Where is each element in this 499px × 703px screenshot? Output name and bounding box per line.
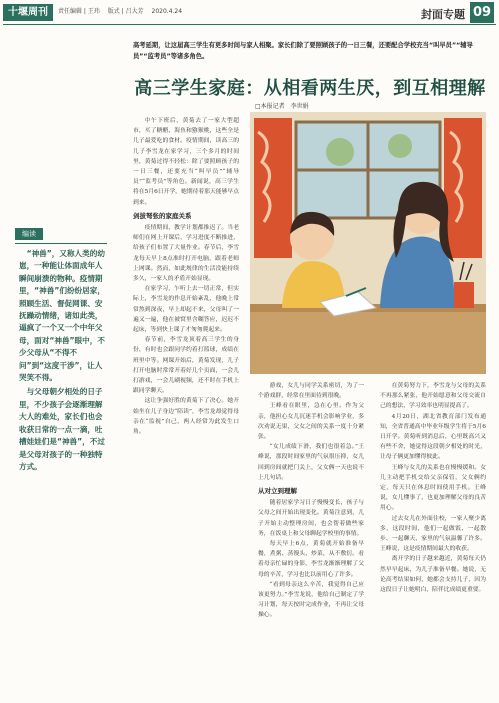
section-title: 封面专题 [421, 8, 465, 21]
page-number: 09 [470, 2, 494, 23]
byline-author: □本报记者 李世娟 [255, 103, 309, 110]
article-headline: 高三学生家庭：从相看两生厌，到互相理解 [134, 78, 486, 99]
article-paragraph: 随着居家学习日子慢慢变长，孩子与父母之间开始出现变化。黄菊注意到，儿子开始主动整理房间，也会帮着做些家务，在饭桌上和父母聊起学校里的事情。 [258, 500, 364, 537]
editor-sidebar [15, 228, 107, 493]
header-meta [58, 6, 188, 15]
article-paragraph: 4月20日，湖北省教育部门发布通知，全省普通高中毕业年级学生将于5月6日开学。黄菊听到消息后，心里既高兴又有些不舍，她觉得这段朝夕相处的时光，让母子俩更加懂得彼此。 [380, 413, 486, 461]
article-paragraph: 王峰看在眼里，急在心里。作为父亲，他担心女儿沉迷手机会影响学业，多次劝说无果，父女之间的关系一度十分紧张。 [258, 403, 364, 441]
sidebar-rule [15, 243, 107, 244]
article-paragraph: 中午下班后，黄菊去了一家大型超市，买了糖醋、海鱼和猕猴桃，这些全是儿子最爱吃的食材。疫情期间，读高三的儿子李雪龙在家学习，三个多月的时间里，黄菊过得不轻松：除了要照顾孩子的一日三餐，还要充当“叫早员”“辅导员”“监考员”等角色。新闻说，高三学生将在5月6日开学，她期待着那天能够早点到来。 [133, 118, 239, 206]
article-paragraph: 春节前，李雪龙顶着高三学生的身份，有时也会跟同学约着打篮球，成绩在班里中等。网课开始后，黄菊发现，儿子打开电脑时常常开着好几个页面，一会儿打游戏，一会儿刷视频，还不时在手机上跟同学聊天。 [133, 337, 239, 395]
article-paragraph: “看到母亲这么辛苦，我觉得自己应该更努力。”李雪龙说，他给自己制定了学习计划，每天按时完成作业，不再让父母操心。 [258, 581, 364, 619]
article-paragraph: “女儿成绩下滑，我们也很着急。”王峰说，那段时间家里的气氛很压抑，女儿回到房间就把门关上，父女俩一天也说不上几句话。 [258, 444, 364, 481]
article-paragraph: 每天早上6点，黄菊就开始准备早餐，煮粥、蒸馒头、炒菜，从不敷衍。看着母亲忙碌的身影，李雪龙渐渐理解了父母的辛苦，学习也比以前用心了许多。 [258, 541, 364, 578]
sidebar-paragraph: “神兽”，又称人类的幼崽，一种能让体面成年人瞬间崩溃的物种。疫情期里，“神兽”们纷纷居家，照顾生活、督促网课、安抚躁动情绪，诸如此类，逼疯了一个又一个中年父母，面对“神兽”眼中，不少父母从“不得不问”到“这度干涉”，让人哭笑不得。 [19, 249, 105, 383]
article-paragraph: 游戏，女儿与同学关系密切，为了一个游戏群，经常在里面待到很晚。 [258, 383, 364, 400]
sidebar-text [19, 248, 107, 475]
article-paragraph: 在黄菊努力下，李雪龙与父母的关系不再那么紧张，他开始愿意和父母交流自己的想法，学习效率也明显提高了。 [380, 383, 486, 410]
section-subheading: 从对立到理解 [258, 487, 297, 496]
sidebar-tag: 编读 [15, 228, 43, 240]
article-column-1 [133, 116, 239, 437]
article-paragraph: 在家学习，乍听上去一切正常，但实际上，李雪龙的作息开始紊乱，他晚上常常熬到深夜，早上却起不来，父母叫了一遍又一遍，他在被窝里含糊答应，迟迟不起床，等到快上课了才匆匆爬起来。 [133, 286, 239, 334]
section-subheading: 剑拔弩张的家庭关系 [133, 211, 192, 220]
article-paragraph: 这让争强好胜的黄菊下了决心。她开始坐在儿子身边“陪读”，李雪龙却觉得母亲在“监视”自己，两人经常为此发生口角。 [133, 398, 239, 436]
article-paragraph: 过去女儿在外面住校，一家人聚少离多，这段时间，他们一起做饭、一起散步、一起聊天，家里的气氛温馨了许多。王峰说，这是疫情期间最大的收获。 [380, 515, 486, 553]
page-header [0, 0, 499, 30]
family-study-illustration [250, 112, 486, 374]
article-paragraph: 离开学的日子越来越近，黄菊每天仍然早早起床，为儿子准备早餐。她说，无论高考结果如何，她都会支持儿子，因为这段日子让她明白，陪伴比成绩更重要。 [380, 556, 486, 594]
sidebar-paragraph: 与父母朝夕相处的日子里，不少孩子会逐渐理解大人的难处，家长们也会收获日常的一点一滴，吐槽娃娃们是“神兽”，不过是父母对孩子的一种独特方式。 [19, 387, 105, 471]
article-column-2 [258, 381, 364, 621]
masthead: 十堰周刊 [3, 4, 53, 21]
lead-paragraph: 高考延期，让这届高三学生有更多时间与家人相聚。家长们除了要照顾孩子的一日三餐，还要配合学校充当“叫早员”“辅导员”“监考员”等诸多角色。 [133, 42, 473, 60]
article-paragraph: 王峰与女儿的关系也在慢慢缓和。女儿主动把手机交给父亲保管，父女俩约定，每天只在休息时间使用手机。王峰说，女儿懂事了，也更加理解父母的良苦用心。 [380, 464, 486, 512]
issue-date: 2020.4.24 [151, 8, 183, 15]
article-paragraph: 疫情期间，教学计划都推迟了。当老师们在网上开课后，学习进度不断推进，给孩子们布置了大量作业。春节后，李雪龙每天早上8点准时打开电脑，跟着老师上网课。然而，如此规律的生活没能持续多久，一家人的矛盾开始显现。 [133, 225, 239, 283]
header-rule [3, 24, 496, 25]
layout-credit: 版式 | 吕大芳 [107, 8, 144, 15]
editor-credit: 责任编辑 | 王玮 [58, 8, 100, 15]
byline [255, 101, 317, 110]
article-column-3 [380, 381, 486, 595]
